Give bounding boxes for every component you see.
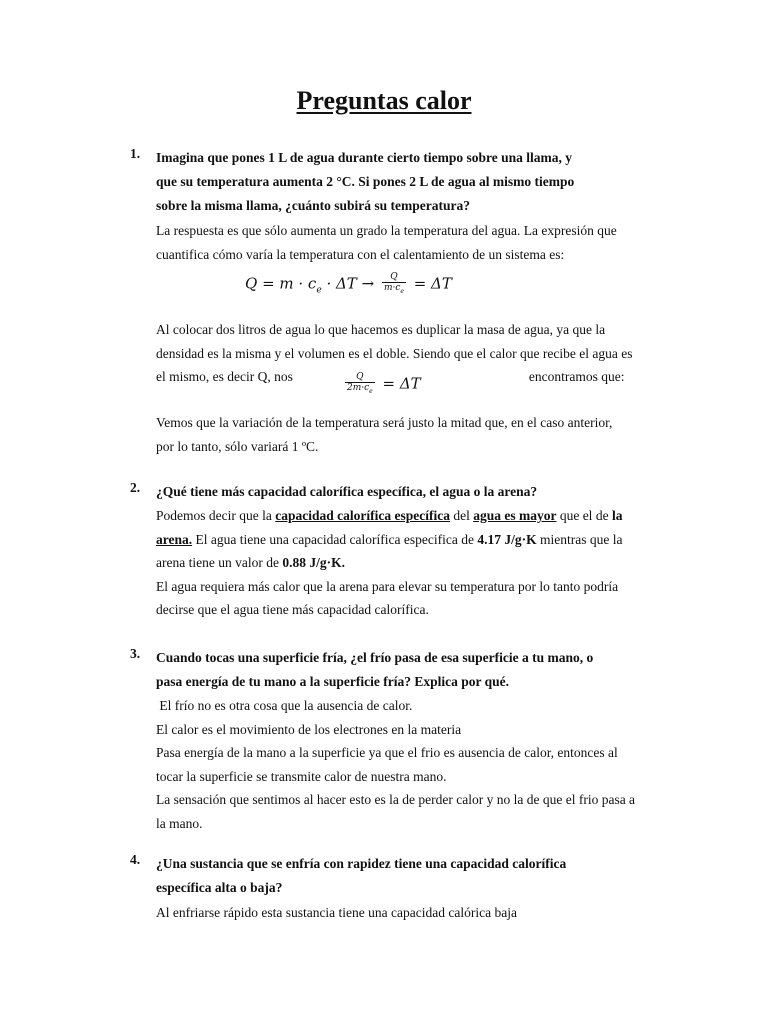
answer-line: Pasa energía de la mano a la superficie ya que el frio es ausencia de calor, entonces al <box>156 745 618 760</box>
equation-heat <box>245 272 452 297</box>
equation-rhs: = ΔT <box>413 274 452 293</box>
question-text <box>156 480 650 504</box>
answer-line <box>156 504 661 528</box>
denominator-text: 2m·c <box>347 383 370 393</box>
answer-2 <box>156 504 661 622</box>
question-text <box>156 146 650 218</box>
question-line: ¿Qué tiene más capacidad calorífica específica, el agua o la arena? <box>156 484 538 499</box>
fraction-denominator <box>345 383 375 397</box>
equation-mid: · ΔT → <box>321 274 375 293</box>
answer-emphasis: 0.88 J/g·K. <box>282 555 345 570</box>
question-number: 2. <box>130 480 141 495</box>
answer-text: el mismo, es decir Q, nos <box>156 369 293 384</box>
answer-emphasis: capacidad calorífica específica <box>275 508 450 523</box>
equation-double-mass <box>342 372 421 397</box>
equation-fraction <box>345 372 375 397</box>
answer-line: La respuesta es que sólo aumenta un grado la temperatura del agua. La expresión que <box>156 223 617 238</box>
answer-line: Vemos que la variación de la temperatura será justo la mitad que, en el caso anterior, <box>156 415 613 430</box>
answer-1c <box>156 411 661 458</box>
question-text <box>156 646 650 694</box>
answer-emphasis: la <box>611 508 623 523</box>
question-line: que su temperatura aumenta 2 °C. Si pones 2 L de agua al mismo tiempo <box>156 174 575 189</box>
answer-3 <box>156 694 661 835</box>
question-1 <box>130 146 650 218</box>
answer-line: El agua requiera más calor que la arena para elevar su temperatura por lo tanto podría <box>156 578 619 594</box>
question-line: Imagina que pones 1 L de agua durante cierto tiempo sobre una llama, y <box>156 150 573 165</box>
answer-line <box>156 528 661 552</box>
answer-line: El calor es el movimiento de los electrones en la materia <box>156 721 462 737</box>
question-line: específica alta o baja? <box>156 880 283 895</box>
answer-line: El frío no es otra cosa que la ausencia de calor. <box>156 698 413 713</box>
answer-text: que el de <box>556 508 612 523</box>
question-number: 4. <box>130 852 141 867</box>
answer-emphasis: arena. <box>156 531 193 547</box>
equation-lhs: Q = m · c <box>245 274 317 293</box>
question-line: sobre la misma llama, ¿cuánto subirá su temperatura? <box>156 198 470 213</box>
equation-fraction <box>382 272 406 297</box>
answer-line: Al colocar dos litros de agua lo que hacemos es duplicar la masa de agua, ya que la <box>156 322 606 337</box>
fraction-numerator: Q <box>382 272 406 283</box>
question-number: 1. <box>130 146 141 161</box>
question-line: Cuando tocas una superficie fría, ¿el frío pasa de esa superficie a tu mano, o <box>156 650 594 665</box>
question-2 <box>130 480 650 504</box>
answer-text: mientras que la <box>536 531 623 547</box>
answer-1a <box>156 219 661 266</box>
fraction-denominator <box>382 283 406 297</box>
denominator-text: m·c <box>383 283 401 293</box>
denominator-subscript: e <box>400 287 404 295</box>
answer-line: La sensación que sentimos al hacer esto es la de perder calor y no la de que el frio pasa a <box>156 792 636 807</box>
answer-text: encontramos que: <box>528 369 625 384</box>
question-line: pasa energía de tu mano a la superficie fría? Explica por qué. <box>156 674 509 689</box>
answer-line <box>156 551 661 575</box>
equation-rhs: = ΔT <box>382 374 421 393</box>
answer-emphasis: agua es mayor <box>473 508 557 523</box>
answer-4 <box>156 901 661 925</box>
answer-line: cuantifica cómo varía la temperatura con el calentamiento de un sistema es: <box>156 246 565 262</box>
answer-text: arena tiene un valor de <box>156 555 283 570</box>
denominator-subscript: e <box>369 387 373 395</box>
question-number: 3. <box>130 646 141 661</box>
answer-line: la mano. <box>156 815 203 831</box>
fraction-numerator: Q <box>345 372 375 383</box>
answer-line: densidad es la misma y el volumen es el doble. Siendo que el calor que recibe el agua es <box>156 345 633 361</box>
answer-emphasis: 4.17 J/g·K <box>477 531 537 547</box>
answer-line: decirse que el agua tiene más capacidad calorífica. <box>156 602 429 617</box>
answer-line: Al enfriarse rápido esta sustancia tiene una capacidad calórica baja <box>156 905 517 920</box>
equation-subscript: e <box>316 285 322 296</box>
answer-line: tocar la superficie se transmite calor de nuestra mano. <box>156 768 447 784</box>
question-line: ¿Una sustancia que se enfría con rapidez tiene una capacidad calorífica <box>156 856 567 871</box>
answer-text: del <box>449 508 474 523</box>
answer-text: El agua tiene una capacidad calorífica especifica de <box>192 531 478 547</box>
question-4 <box>130 852 650 900</box>
answer-text: Podemos decir que la <box>156 508 276 523</box>
question-3 <box>130 646 650 694</box>
answer-line: por lo tanto, sólo variará 1 ºC. <box>156 438 319 454</box>
page-title: Preguntas calor <box>296 86 472 115</box>
question-text <box>156 852 650 900</box>
